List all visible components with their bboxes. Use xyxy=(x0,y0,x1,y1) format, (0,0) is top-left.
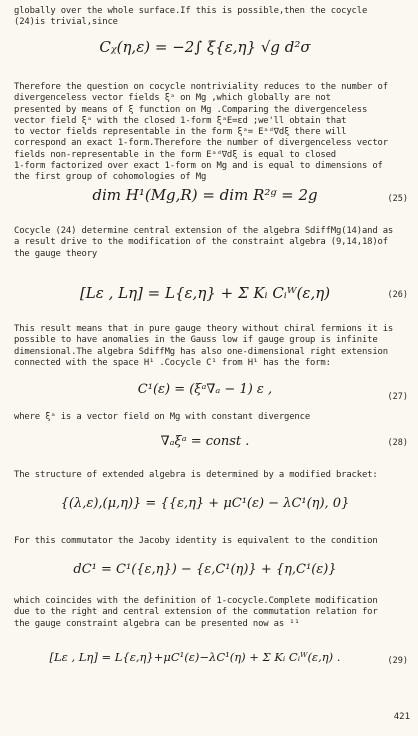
paragraph-5: where ξᵃ is a vector field on Mg with constant divergence xyxy=(14,412,311,422)
paragraph-6: The structure of extended algebra is determined by a modified bracket: xyxy=(14,470,378,480)
equation-cocycle-trivial: Cᵪ(η,ε) = −2∫ ξ{ε,η} √g d²σ xyxy=(99,38,311,56)
equation-modified-bracket: {(λ,ε),(μ,η)} = {{ε,η} + μC¹(ε) − λC¹(η), 0} xyxy=(60,496,350,511)
equation-number-25: (25) xyxy=(387,194,408,204)
equation-number-26: (26) xyxy=(387,290,408,300)
paragraph-2: Therefore the question on cocycle nontriviality reduces to the number of divergenceless vector fields ξᵃ on Mg ,which globally are not presented by means of ξ function on Mg .Comparing the divergenceless vector field ξᵃ with the closed 1-form ξᵃE=εd ;we'll obtain that to vector fields representable in the form ξᵃ= Eᵃᵈ∇dξ there will correspond an exact 1-form.Therefore the number of divergenceless vector fields non-representable in the form Eᵃᵈ∇dξ is equal to closed 1-form factorized over exact 1-form on Mg and is equal to dimensions of the first group of cohomologies of Mg xyxy=(14,82,388,183)
page-number: 421 xyxy=(393,712,410,722)
paragraph-4: This result means that in pure gauge theory without chiral fermions it is possible to have anomalies in the Gauss low if gauge group is infinite dimensional.The algebra SdiffMg has also one-dimensional right extension connected with the space H¹ .Cocycle C¹ from H¹ has the form: xyxy=(14,324,394,368)
equation-number-28: (28) xyxy=(387,438,408,448)
paragraph-3: Cocycle (24) determine central extension of the algebra SdiffMg(14)and as a result drive to the modification of the constraint algebra (9,14,18)of the gauge theory xyxy=(14,226,394,259)
equation-27: C¹(ε) = (ξᵃ∇ₐ − 1) ε , xyxy=(137,382,273,397)
equation-29: [Lε , Lη] = L{ε,η}+μC¹(ε)−λC¹(η) + Σ Kᵢ Cᵢᵂ(ε,η) . xyxy=(49,650,341,664)
paragraph-8: which coincides with the definition of 1-cocycle.Complete modification due to the right and central extension of the commutation relation for the gauge constraint algebra can be presented now as ¹¹ xyxy=(14,596,378,629)
equation-jacobi-condition: dC¹ = C¹({ε,η}) − {ε,C¹(η)} + {η,C¹(ε)} xyxy=(73,562,337,577)
equation-number-27: (27) xyxy=(387,392,408,402)
equation-26: [Lε , Lη] = L{ε,η} + Σ Kᵢ Cᵢᵂ(ε,η) xyxy=(79,284,331,302)
paragraph-1: globally over the whole surface.If this is possible,then the cocycle (24)is trivial,since xyxy=(14,6,368,28)
paragraph-7: For this commutator the Jacoby identity is equivalent to the condition xyxy=(14,536,378,546)
equation-28: ∇ₐξᵃ = const . xyxy=(160,434,250,449)
equation-25: dim H¹(Mg,R) = dim R²ᵍ = 2g xyxy=(92,186,318,204)
equation-number-29: (29) xyxy=(387,656,408,666)
